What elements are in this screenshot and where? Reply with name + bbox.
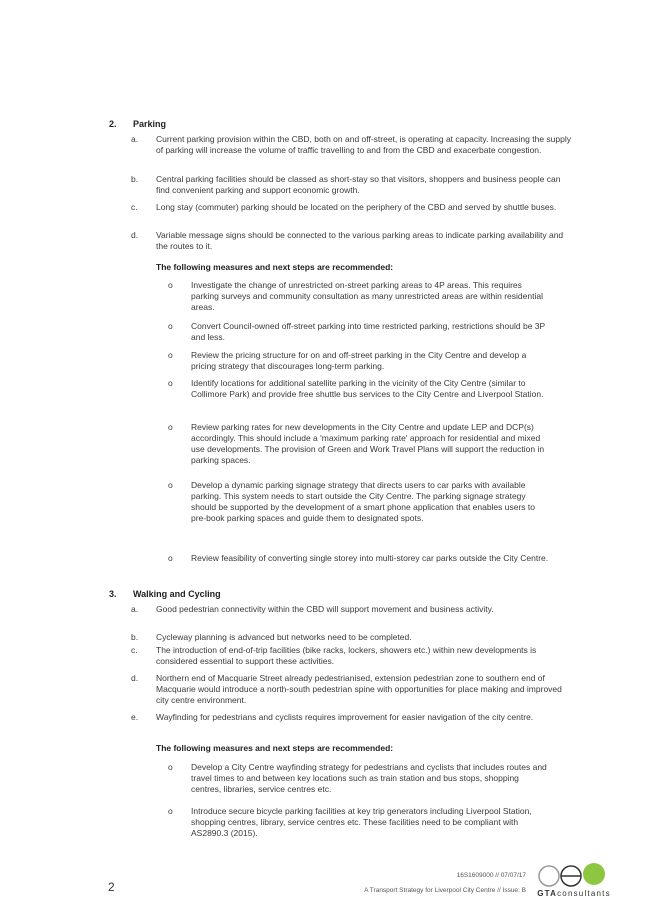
item-label: b. [131,632,139,642]
doc-title: A Transport Strategy for Liverpool City Centre // Issue: B [364,887,526,894]
item-text: Central parking facilities should be classed as short-stay so that visitors, shoppers and business people can find convenient parking and support economic growth. [156,174,561,196]
item-text: Good pedestrian connectivity within the CBD will support movement and business activity. [156,604,494,614]
bullet-marker: o [168,806,173,816]
bullet-marker: o [168,762,173,772]
item-text: Variable message signs should be connected to the various parking areas to indicate parking availability and the routes to it. [156,230,564,252]
bullet-text: Review the pricing structure for on and off-street parking in the City Centre and develop a pricing strategy that discourages long-term parking. [191,350,527,372]
bullet-marker: o [168,350,173,360]
item-label: d. [131,673,139,683]
item-label: d. [131,230,139,240]
bullet-text: Review parking rates for new developments in the City Centre and update LEP and DCP(s) accordingly. This should include a 'maximum parking rate' approach for residential and mixed use developments. The provision of Green and Work Travel Plans will support the reduction in parking spaces. [191,422,545,466]
item-text: Cycleway planning is advanced but networks need to be completed. [156,632,412,642]
bullet-marker: o [168,321,173,331]
item-label: c. [131,202,138,212]
item-label: e. [131,712,139,722]
item-text: Northern end of Macquarie Street already pedestrianised, extension pedestrian zone to southern end of Macquarie would introduce a north-south pedestrian spine with opportunities for place making and improved city centre environment. [156,673,562,706]
logo-text: GTAconsultants [537,889,611,898]
item-label: a. [131,604,139,614]
doc-reference: 16S1609000 // 07/07/17 [456,872,526,879]
section-title: Parking [133,119,167,129]
section-number: 3. [109,589,117,599]
bullet-text: Convert Council-owned off-street parking into time restricted parking, restrictions should be 3P and less. [191,321,546,343]
item-text: Wayfinding for pedestrians and cyclists requires improvement for easier navigation of the city centre. [156,712,534,722]
section-title: Walking and Cycling [133,589,221,599]
bullet-marker: o [168,422,173,432]
recommend-heading: The following measures and next steps are recommended: [156,743,394,753]
item-label: b. [131,174,139,184]
item-text: Current parking provision within the CBD, both on and off-street, is operating at capacity. Increasing the supply of parking will increase the volume of traffic travelling to and from the CBD and exacerbate congestion. [156,134,571,156]
company-logo [528,856,620,904]
bullet-text: Investigate the change of unrestricted on-street parking areas to 4P areas. This requires parking surveys and community consultation as many unrestricted areas are within residential areas. [191,280,543,313]
bullet-text: Develop a dynamic parking signage strategy that directs users to car parks with available parking. This system needs to start outside the City Centre. The parking signage strategy should be supported by the development of a smart phone application that enables users to pre-book parking spaces and guide them to designated spots. [191,480,536,524]
bullet-marker: o [168,378,173,388]
logo-circle-green-icon [583,863,605,885]
bullet-text: Identify locations for additional satellite parking in the vicinity of the City Centre (similar to Collimore Park) and provide free shuttle bus services to the City Centre and Liverpool Station. [191,378,544,400]
bullet-text: Review feasibility of converting single storey into multi-storey car parks outside the City Centre. [191,553,549,563]
item-text: Long stay (commuter) parking should be located on the periphery of the CBD and served by shuttle buses. [156,202,557,212]
item-label: a. [131,134,139,144]
footer-meta [364,868,526,898]
logo-circle-outline-icon [539,866,559,886]
section-number: 2. [109,119,117,129]
recommend-heading: The following measures and next steps are recommended: [156,262,394,272]
bullet-marker: o [168,480,173,490]
item-text: The introduction of end-of-trip facilities (bike racks, lockers, showers etc.) within new developments is considered essential to support these activities. [156,645,537,667]
bullet-marker: o [168,280,173,290]
bullet-marker: o [168,553,173,563]
item-label: c. [131,645,138,655]
bullet-text: Develop a City Centre wayfinding strategy for pedestrians and cyclists that includes routes and travel times to and between key locations such as train station and bus stops, shopping centres, libraries, service centres etc. [191,762,547,795]
bullet-text: Introduce secure bicycle parking facilities at key trip generators including Liverpool Station, shopping centres, library, service centres etc. These facilities need to be compliant with AS2890.3 (2015). [191,806,532,839]
logo-circles-icon [528,856,620,890]
page-number: 2 [108,880,115,894]
